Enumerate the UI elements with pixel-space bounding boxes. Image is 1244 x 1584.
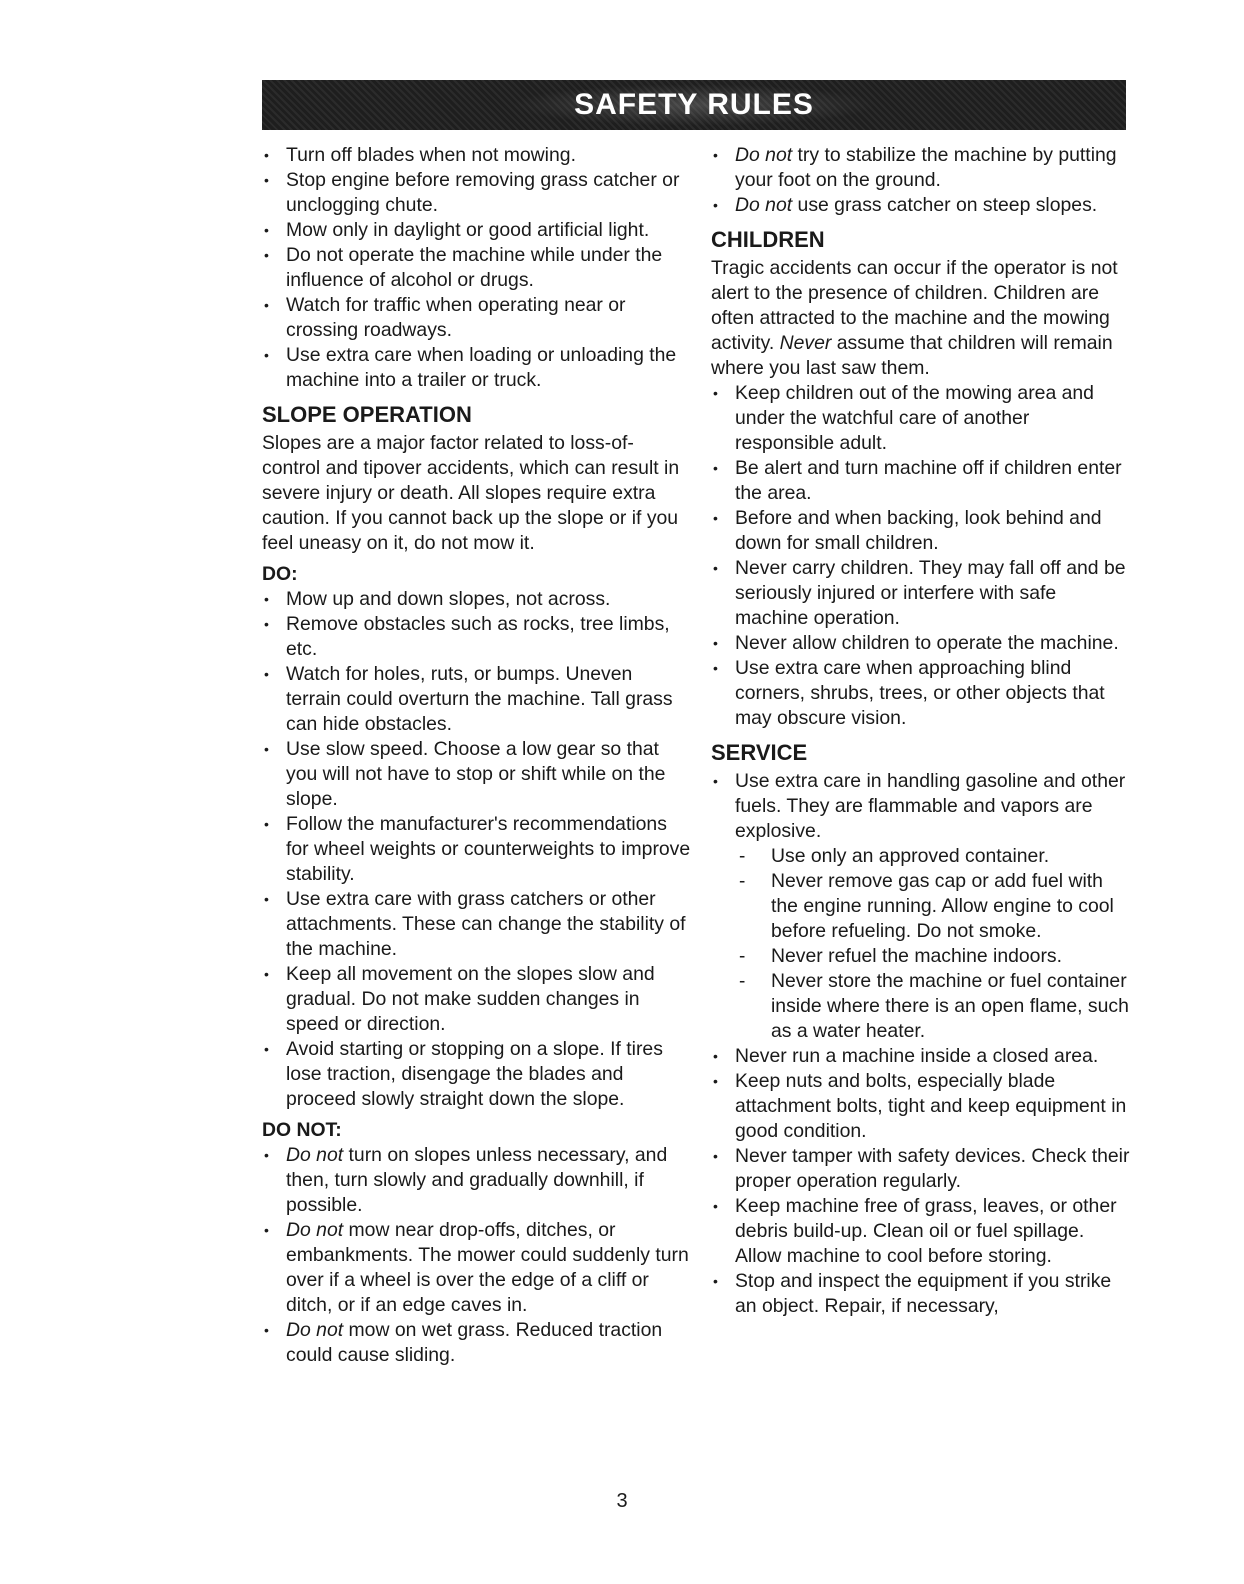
list-item-text: mow near drop-offs, ditches, or embankments. The mower could suddenly turn over if a wheel is over the edge of a cliff or ditch, or if an edge caves in. <box>286 1219 689 1316</box>
list-item-text: turn on slopes unless necessary, and then, turn slowly and gradually downhill, if possible. <box>286 1144 668 1216</box>
list-item-text: use grass catcher on steep slopes. <box>797 194 1098 216</box>
list-item: • Keep children out of the mowing area and under the watchful care of another responsible adult. <box>711 381 1131 456</box>
sub-list-item: - Never remove gas cap or add fuel with the engine running. Allow engine to cool before refueling. Do not smoke. <box>735 869 1131 944</box>
do-not-heading: DO NOT: <box>262 1119 342 1141</box>
sub-list-item: - Never store the machine or fuel container inside where there is an open flame, such as a water heater. <box>735 969 1131 1044</box>
fuel-sub-list <box>735 844 1131 1044</box>
page-number: 3 <box>616 1490 628 1512</box>
children-paragraph-emphasis: Never <box>779 332 832 354</box>
list-item <box>262 1218 692 1318</box>
list-item <box>262 1318 692 1368</box>
do-not-prefix: Do not <box>286 1144 344 1166</box>
list-item <box>711 143 1131 193</box>
left-column <box>262 143 692 1368</box>
list-item: • Keep nuts and bolts, especially blade attachment bolts, tight and keep equipment in good condition. <box>711 1069 1131 1144</box>
list-item: • Mow only in daylight or good artificial light. <box>262 218 692 243</box>
list-item <box>711 193 1131 218</box>
list-item: • Keep all movement on the slopes slow and gradual. Do not make sudden changes in speed or direction. <box>262 962 692 1037</box>
list-item: • Never carry children. They may fall off and be seriously injured or interfere with safe machine operation. <box>711 556 1131 631</box>
children-heading: CHILDREN <box>711 227 825 252</box>
list-item: • Do not operate the machine while under the influence of alcohol or drugs. <box>262 243 692 293</box>
list-item: • Watch for traffic when operating near or crossing roadways. <box>262 293 692 343</box>
children-paragraph-text: Tragic accidents can occur if the operator is not alert to the presence of children. Children are often attracted to the machine and the mowing activity. <box>711 257 1118 354</box>
list-item: • Never tamper with safety devices. Check their proper operation regularly. <box>711 1144 1131 1194</box>
list-item <box>711 769 1131 1044</box>
slope-operation-paragraph: Slopes are a major factor related to loss-of-control and tipover accidents, which can result in severe injury or death. All slopes require extra caution. If you cannot back up the slope or if you feel uneasy on it, do not mow it. <box>262 432 680 554</box>
do-list <box>262 587 692 1112</box>
list-item-text: try to stabilize the machine by putting your foot on the ground. <box>735 144 1117 191</box>
list-item: • Use extra care when loading or unloading the machine into a trailer or truck. <box>262 343 692 393</box>
list-item: • Before and when backing, look behind and down for small children. <box>711 506 1131 556</box>
list-item-text: Use extra care in handling gasoline and other fuels. They are flammable and vapors are explosive. <box>735 770 1126 842</box>
do-not-list-continued <box>711 143 1131 218</box>
service-list <box>711 769 1131 1319</box>
list-item: • Never allow children to operate the machine. <box>711 631 1131 656</box>
list-item: • Use slow speed. Choose a low gear so that you will not have to stop or shift while on the slope. <box>262 737 692 812</box>
list-item: • Use extra care with grass catchers or other attachments. These can change the stability of the machine. <box>262 887 692 962</box>
do-not-prefix: Do not <box>286 1219 344 1241</box>
list-item-text: mow on wet grass. Reduced traction could cause sliding. <box>286 1319 663 1366</box>
do-not-prefix: Do not <box>735 194 793 216</box>
list-item: • Use extra care when approaching blind corners, shrubs, trees, or other objects that may obscure vision. <box>711 656 1131 731</box>
list-item: • Follow the manufacturer's recommendations for wheel weights or counterweights to improve stability. <box>262 812 692 887</box>
list-item <box>262 1143 692 1218</box>
children-paragraph-end: assume that children will remain where you last saw them. <box>711 332 1113 379</box>
list-item: • Turn off blades when not mowing. <box>262 143 692 168</box>
banner-title: SAFETY RULES <box>574 88 814 121</box>
sub-list-item: - Never refuel the machine indoors. <box>735 944 1131 969</box>
children-paragraph <box>711 256 1131 381</box>
list-item: • Mow up and down slopes, not across. <box>262 587 692 612</box>
do-heading: DO: <box>262 563 298 585</box>
list-item: • Stop and inspect the equipment if you strike an object. Repair, if necessary, <box>711 1269 1131 1319</box>
right-column <box>711 143 1131 1319</box>
safety-rules-banner <box>262 80 1126 130</box>
slope-operation-heading: SLOPE OPERATION <box>262 402 472 427</box>
do-not-prefix: Do not <box>735 144 793 166</box>
service-heading: SERVICE <box>711 740 808 765</box>
sub-list-item: - Use only an approved container. <box>735 844 1131 869</box>
list-item: • Avoid starting or stopping on a slope. If tires lose traction, disengage the blades and proceed slowly straight down the slope. <box>262 1037 692 1112</box>
do-not-prefix: Do not <box>286 1319 344 1341</box>
list-item: • Watch for holes, ruts, or bumps. Uneven terrain could overturn the machine. Tall grass can hide obstacles. <box>262 662 692 737</box>
list-item: • Stop engine before removing grass catcher or unclogging chute. <box>262 168 692 218</box>
list-item: • Remove obstacles such as rocks, tree limbs, etc. <box>262 612 692 662</box>
children-list <box>711 381 1131 731</box>
intro-list <box>262 143 692 393</box>
list-item: • Never run a machine inside a closed area. <box>711 1044 1131 1069</box>
list-item: • Keep machine free of grass, leaves, or other debris build-up. Clean oil or fuel spillage. Allow machine to cool before storing. <box>711 1194 1131 1269</box>
list-item: • Be alert and turn machine off if children enter the area. <box>711 456 1131 506</box>
do-not-list <box>262 1143 692 1368</box>
